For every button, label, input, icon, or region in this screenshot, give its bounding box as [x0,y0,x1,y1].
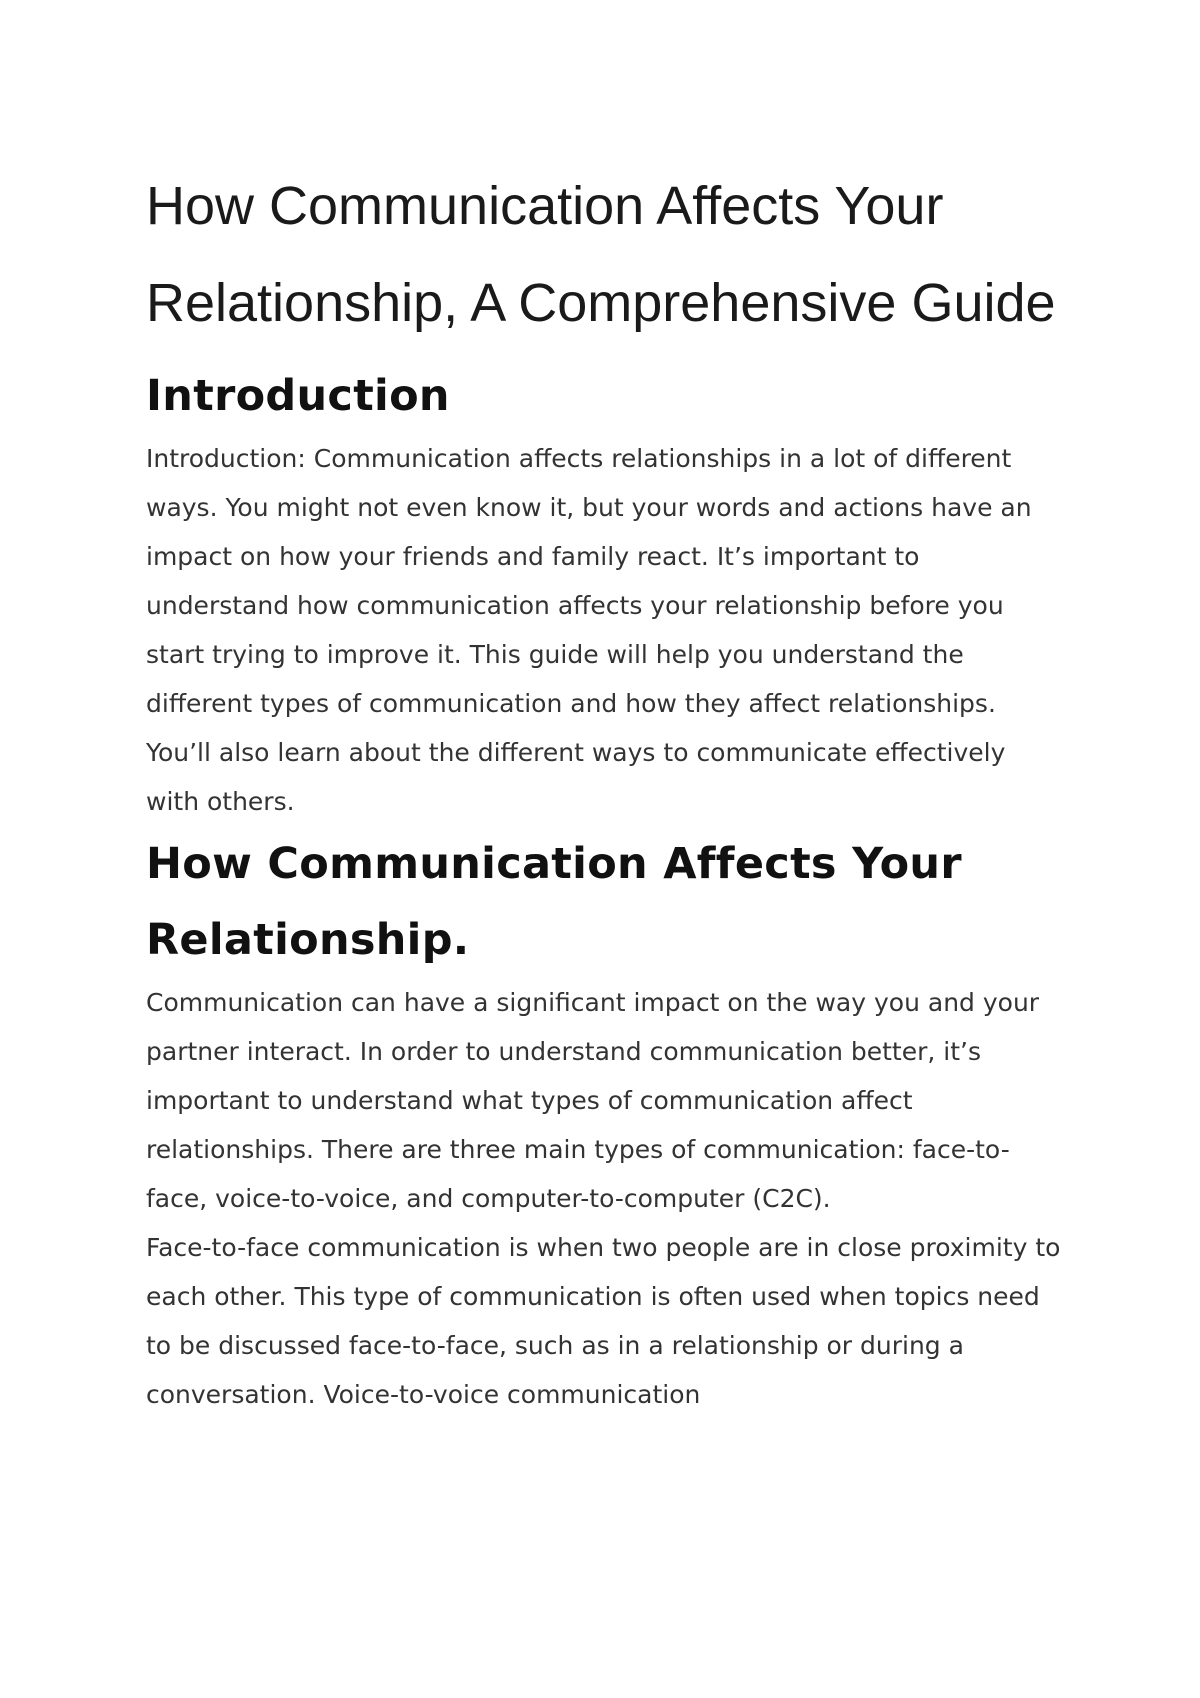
paragraph-communication-types: Communication can have a significant impact on the way you and your partner interact. In order to understand communication better, it’s important to understand what types of communication affect relationships. There are three main types of communication: face-to-face, voice-to-voice, and computer-to-computer (C2C). [146,988,1040,1213]
document-page [146,158,1066,1419]
section-heading-communication-affects: How Communication Affects Your Relationship. [146,839,962,965]
document-title: How Communication Affects Your Relationship, A Comprehensive Guide [146,176,1056,333]
paragraph-face-to-face: Face-to-face communication is when two people are in close proximity to each other. This type of communication is often used when topics need to be discussed face-to-face, such as in a relationship or during a conversation. Voice-to-voice communication [146,1233,1061,1409]
section-heading-introduction: Introduction [146,371,450,421]
paragraph-introduction: Introduction: Communication affects relationships in a lot of different ways. You might not even know it, but your words and actions have an impact on how your friends and family react. It’s important to understand how communication affects your relationship before you start trying to improve it. This guide will help you understand the different types of communication and how they affect relationships. You’ll also learn about the different ways to communicate effectively with others. [146,444,1032,816]
